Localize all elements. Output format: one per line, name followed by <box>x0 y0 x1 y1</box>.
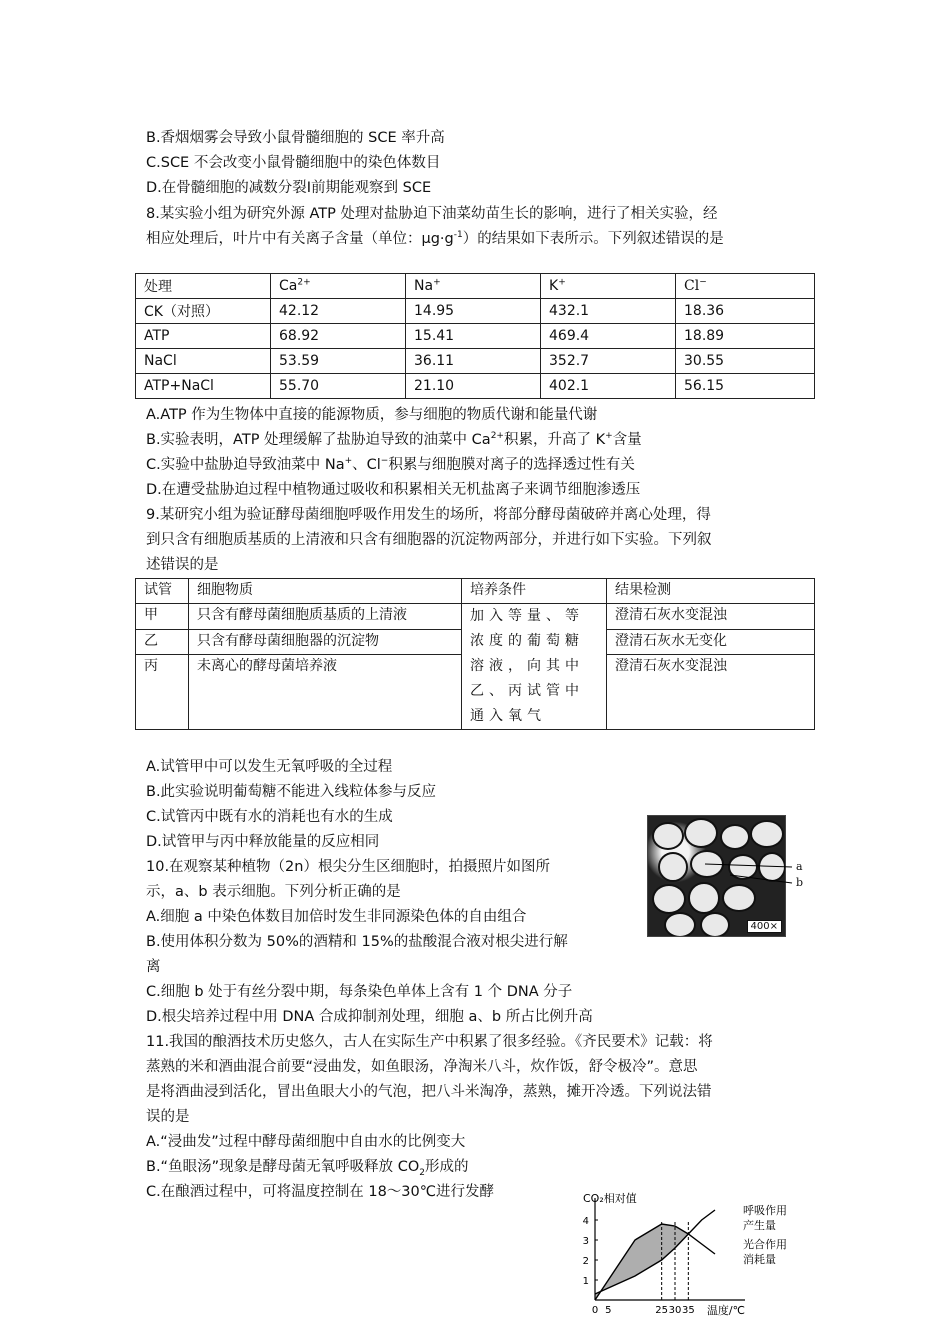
q11-stem-line1: 11.我国的酿酒技术历史悠久，古人在实际生产中积累了很多经验。《齐民要术》记载：将 <box>146 1034 713 1050</box>
q11-option-a: A.“浸曲发”过程中酵母菌细胞中自由水的比例变大 <box>146 1134 466 1150</box>
q7-option-b: B.香烟烟雾会导致小鼠骨髓细胞的 SCE 率升高 <box>146 130 445 146</box>
header-cell: 处理 <box>136 274 271 299</box>
table-cell: 432.1 <box>541 299 676 324</box>
cell-blob <box>750 820 784 848</box>
x-tick-label: 25 <box>655 1305 669 1316</box>
q7-option-d: D.在骨髓细胞的减数分裂Ⅰ前期能观察到 SCE <box>146 180 432 196</box>
label-a: a <box>796 860 803 873</box>
y-tick-label: 4 <box>582 1216 589 1227</box>
table-cell: 澄清石灰水变混浊 <box>607 604 815 630</box>
legend-label: 呼吸作用 <box>743 1204 787 1217</box>
table-cell: 68.92 <box>271 324 406 349</box>
table-cell: 55.70 <box>271 374 406 399</box>
x-tick-label: 0 <box>591 1305 599 1316</box>
header-cell: Cl− <box>676 274 815 299</box>
table-cell: 澄清石灰水无变化 <box>607 629 815 655</box>
cell-blob <box>664 912 696 937</box>
table-cell: 乙 <box>136 629 189 655</box>
header-cell: $Ca^{2+}$ <box>271 274 406 299</box>
q8-ion-table <box>135 273 815 399</box>
table-cell: 42.12 <box>271 299 406 324</box>
q9-option-d: D.试管甲与丙中释放能量的反应相同 <box>146 834 380 850</box>
q10-option-a: A.细胞 a 中染色体数目加倍时发生非同源染色体的自由组合 <box>146 909 527 925</box>
table-header-row <box>136 274 815 299</box>
table-cell: 只含有酵母菌细胞质基质的上清液 <box>189 604 462 630</box>
y-tick-label: 2 <box>582 1256 589 1267</box>
table-cell: CK（对照） <box>136 299 271 324</box>
legend-label: 光合作用 <box>743 1238 787 1251</box>
table-cell: 469.4 <box>541 324 676 349</box>
table-row <box>136 299 815 324</box>
table-cell: 澄清石灰水变混浊 <box>607 655 815 730</box>
header-cell: 细胞物质 <box>189 579 462 604</box>
q8-option-a: A.ATP 作为生物体中直接的能源物质，参与细胞的物质代谢和能量代谢 <box>146 407 598 423</box>
table-cell: 只含有酵母菌细胞器的沉淀物 <box>189 629 462 655</box>
cell-blob <box>684 818 718 848</box>
x-tick-label: 30 <box>668 1305 682 1316</box>
q10-stem-line1: 10.在观察某种植物（2n）根尖分生区细胞时，拍摄照片如图所 <box>146 859 550 875</box>
q7-option-c: C.SCE 不会改变小鼠骨髓细胞中的染色体数目 <box>146 155 441 171</box>
chart-title: CO₂相对值 <box>583 1192 637 1205</box>
table-cell: 14.95 <box>406 299 541 324</box>
table-cell: 36.11 <box>406 349 541 374</box>
q11-stem-line4: 误的是 <box>146 1109 190 1125</box>
table-cell: 甲 <box>136 604 189 630</box>
table-row <box>136 374 815 399</box>
q8-option-d: D.在遭受盐胁迫过程中植物通过吸收和积累相关无机盐离子来调节细胞渗透压 <box>146 482 641 498</box>
table-cell: NaCl <box>136 349 271 374</box>
co2-temperature-chart <box>570 1188 800 1318</box>
cell-blob <box>700 912 730 937</box>
table-row <box>136 324 815 349</box>
table-cell: ATP+NaCl <box>136 374 271 399</box>
x-axis-label: 温度/℃ <box>706 1304 745 1317</box>
q9-option-a: A.试管甲中可以发生无氧呼吸的全过程 <box>146 759 393 775</box>
q8-stem-line2: 相应处理后，叶片中有关离子含量（单位：$\mu g\cdot g^{-1}$）的结果如下表所示。下列叙述错误的是 <box>146 230 724 247</box>
header-cell: 结果检测 <box>607 579 815 604</box>
header-cell: 培养条件 <box>462 579 607 604</box>
table-cell: 56.15 <box>676 374 815 399</box>
cell-blob <box>652 884 686 914</box>
merged-condition-cell: 加入等量、等浓度的葡萄糖溶液，向其中乙、丙试管中通入氧气 <box>462 604 607 730</box>
q11-stem-line2: 蒸熟的米和酒曲混合前要“浸曲发，如鱼眼汤，净淘米八斗，炊作饭，舒令极冷”。意思 <box>146 1059 698 1075</box>
x-tick-label: 35 <box>681 1305 695 1316</box>
q9-stem-line3: 述错误的是 <box>146 557 219 573</box>
x-tick-label: 5 <box>605 1305 612 1316</box>
table-cell: 352.7 <box>541 349 676 374</box>
q8-option-c: C.实验中盐胁迫导致油菜中 Na+、Cl−积累与细胞膜对离子的选择透过性有关 <box>146 456 635 473</box>
table-cell: 21.10 <box>406 374 541 399</box>
y-tick-label: 1 <box>582 1276 589 1287</box>
table-cell: 53.59 <box>271 349 406 374</box>
cell-blob <box>652 822 684 850</box>
table-cell: 15.41 <box>406 324 541 349</box>
y-tick-label: 3 <box>582 1236 589 1247</box>
header-cell: Na+ <box>406 274 541 299</box>
cell-blob <box>658 852 688 882</box>
table-row <box>136 604 815 630</box>
q10-option-d: D.根尖培养过程中用 DNA 合成抑制剂处理，细胞 a、b 所占比例升高 <box>146 1009 593 1025</box>
q10-option-b-line1: B.使用体积分数为 50%的酒精和 15%的盐酸混合液对根尖进行解 <box>146 934 568 950</box>
header-cell: 试管 <box>136 579 189 604</box>
q9-yeast-table <box>135 578 815 730</box>
q9-stem-line1: 9.某研究小组为验证酵母菌细胞呼吸作用发生的场所，将部分酵母菌破碎并离心处理，得 <box>146 507 711 523</box>
q9-stem-line2: 到只含有细胞质基质的上清液和只含有细胞器的沉淀物两部分，并进行如下实验。下列叙 <box>146 532 712 548</box>
q10-stem-line2: 示，a、b 表示细胞。下列分析正确的是 <box>146 884 401 900</box>
q11-stem-line3: 是将酒曲浸到活化，冒出鱼眼大小的气泡，把八斗米淘净，蒸熟，摊开冷透。下列说法错 <box>146 1084 712 1100</box>
table-cell: 18.89 <box>676 324 815 349</box>
table-cell: 18.36 <box>676 299 815 324</box>
legend-label: 产生量 <box>743 1219 776 1232</box>
q8-stem-line1: 8.某实验小组为研究外源 ATP 处理对盐胁迫下油菜幼苗生长的影响，进行了相关实验，经 <box>146 206 718 222</box>
cell-blob <box>720 824 750 850</box>
q11-option-b: B.“鱼眼汤”现象是酵母菌无氧呼吸释放 $CO_2$形成的 <box>146 1159 469 1178</box>
q11-option-c: C.在酿酒过程中，可将温度控制在 18～30℃进行发酵 <box>146 1184 495 1200</box>
magnification-label: 400× <box>747 920 782 933</box>
table-cell: 30.55 <box>676 349 815 374</box>
q8-option-b: B.实验表明，ATP 处理缓解了盐胁迫导致的油菜中 $Ca^{2+}$积累，升高了 K+含量 <box>146 431 642 448</box>
q10-option-b-line2: 离 <box>146 959 161 975</box>
q9-option-c: C.试管丙中既有水的消耗也有水的生成 <box>146 809 393 825</box>
q9-option-b: B.此实验说明葡萄糖不能进入线粒体参与反应 <box>146 784 437 800</box>
micrograph-pointer-lines <box>700 855 810 895</box>
table-cell: 丙 <box>136 655 189 730</box>
legend-label: 消耗量 <box>743 1253 776 1266</box>
label-b: b <box>796 876 804 889</box>
table-cell: 未离心的酵母菌培养液 <box>189 655 462 730</box>
table-row <box>136 349 815 374</box>
table-cell: ATP <box>136 324 271 349</box>
table-header-row <box>136 579 815 604</box>
header-cell: K+ <box>541 274 676 299</box>
q10-option-c: C.细胞 b 处于有丝分裂中期，每条染色单体上含有 1 个 DNA 分子 <box>146 984 573 1000</box>
table-cell: 402.1 <box>541 374 676 399</box>
